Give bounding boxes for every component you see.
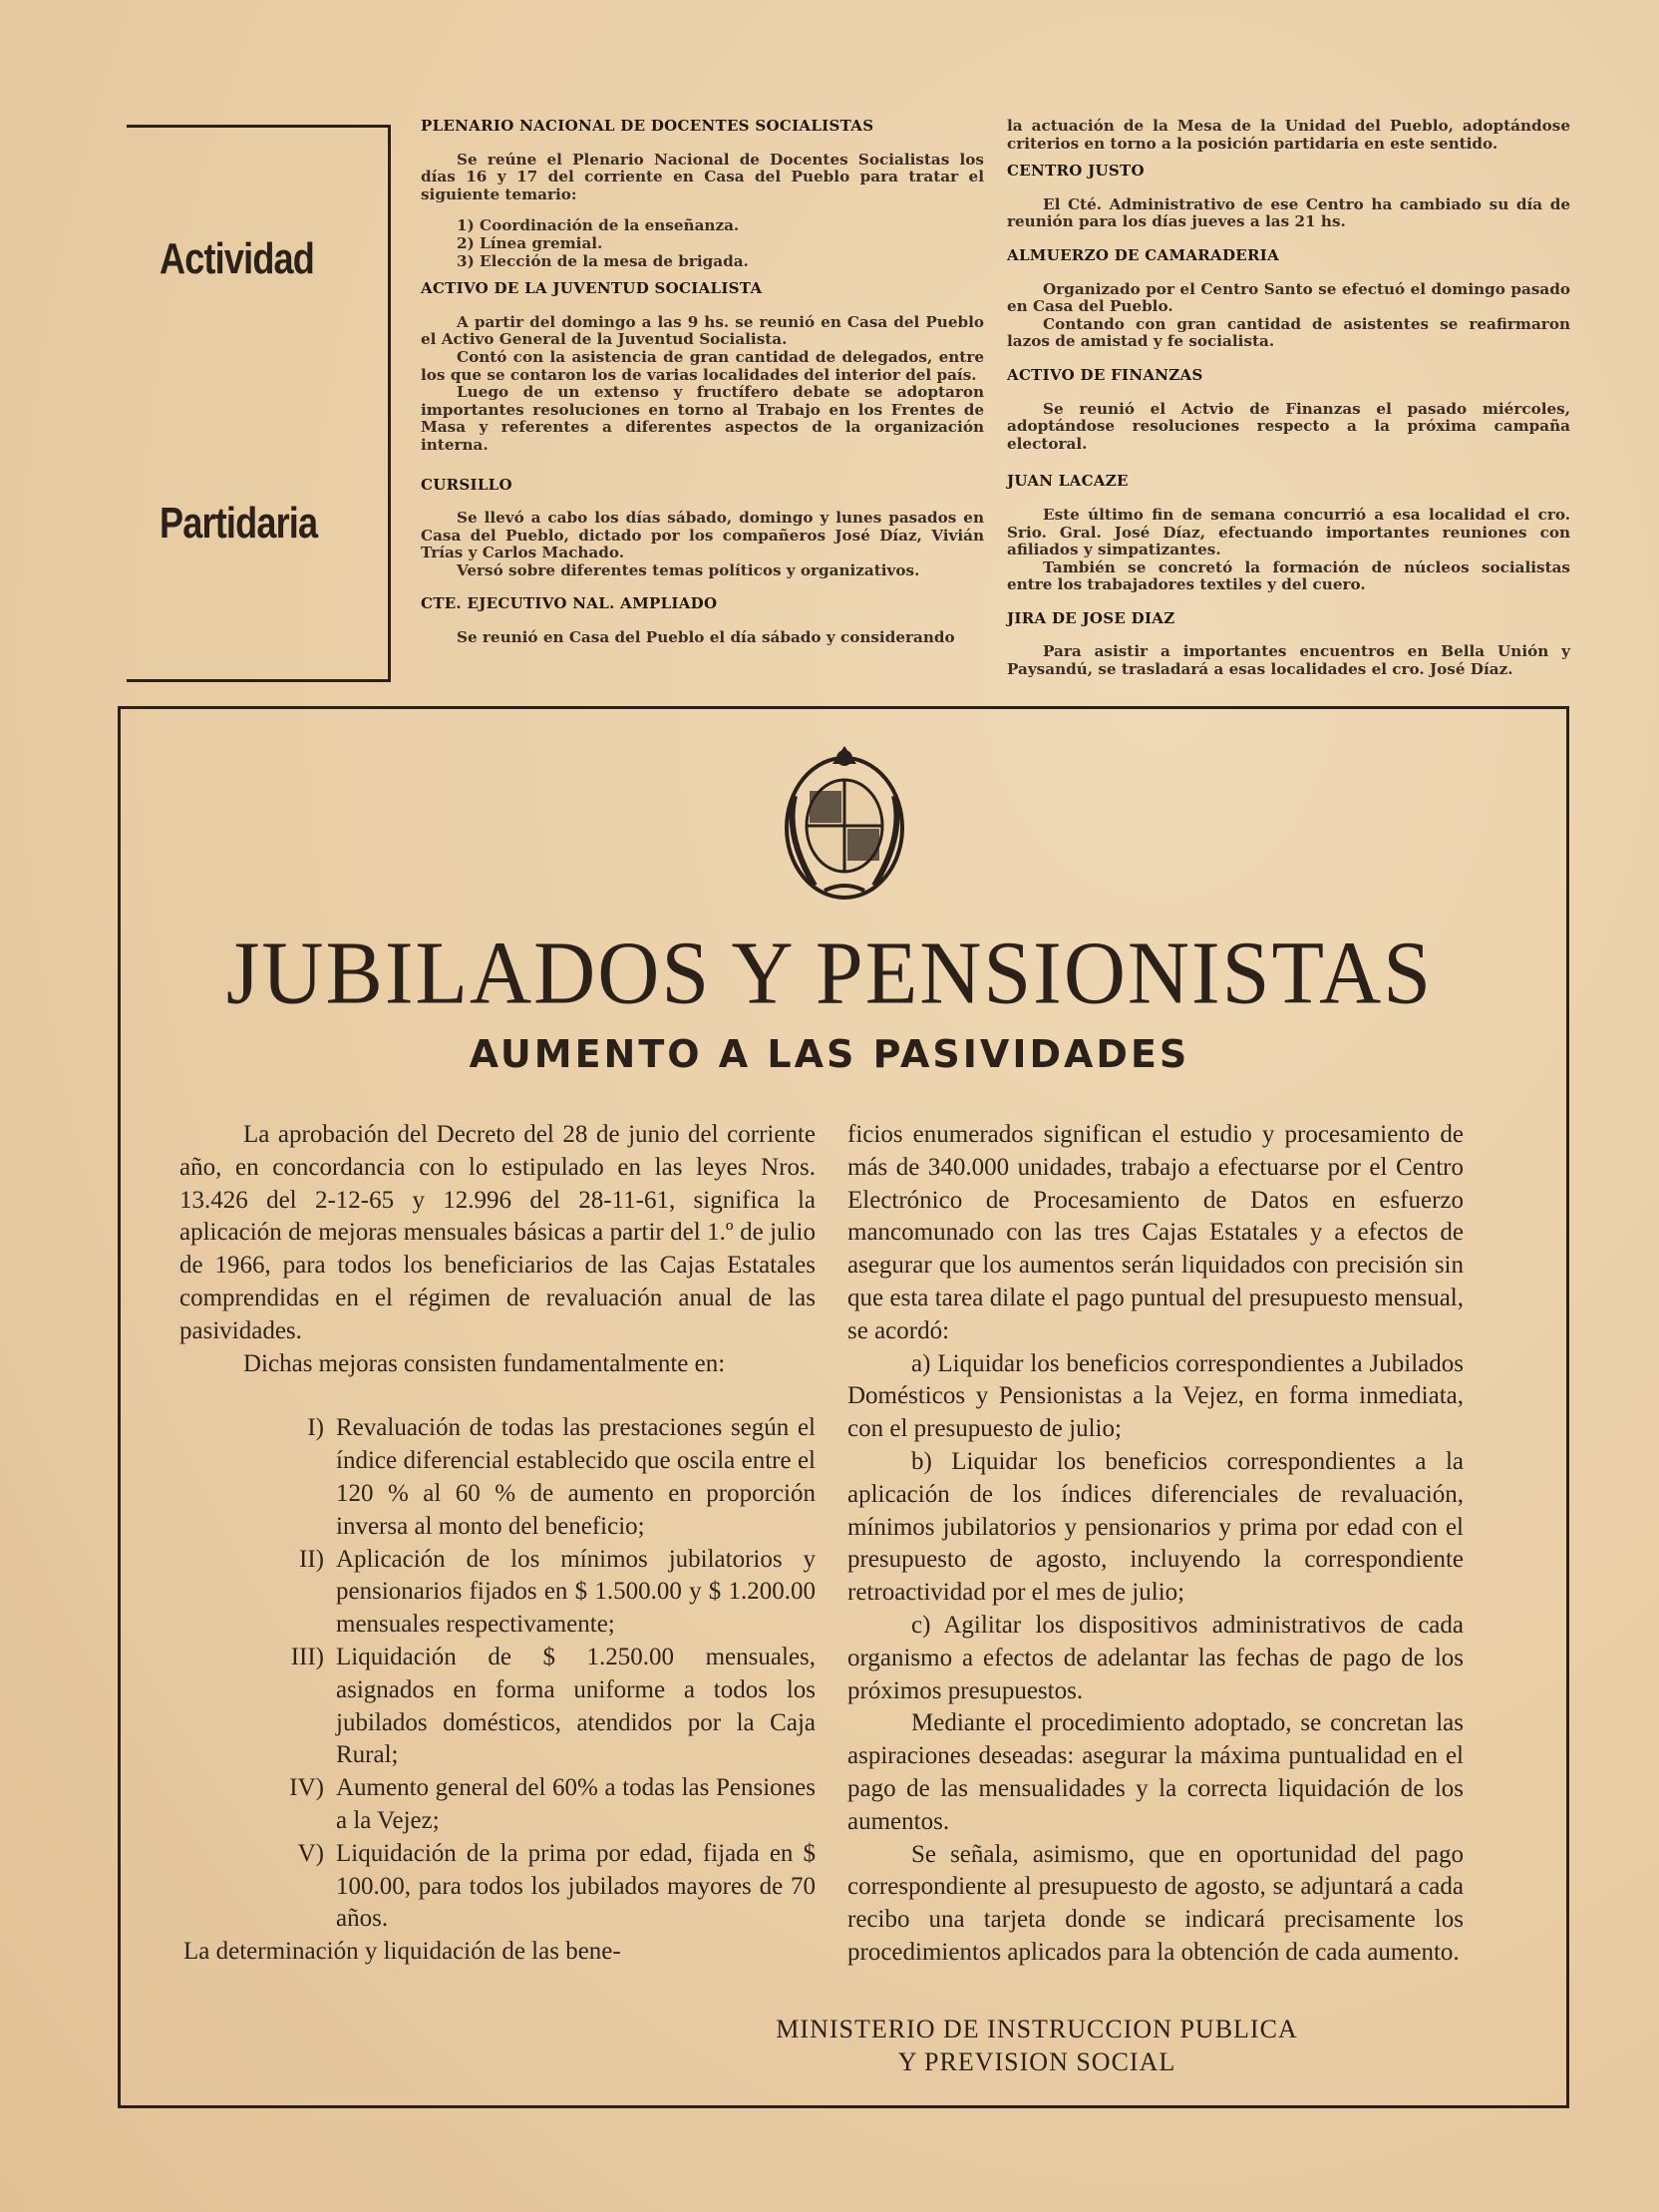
agenda-item: 1) Coordinación de la enseñanza. — [457, 216, 740, 235]
ad-body-right — [847, 1119, 1464, 1970]
item-number: II) — [299, 1545, 324, 1573]
agenda-list — [457, 217, 984, 270]
news-item-centro-justo — [1007, 163, 1570, 231]
news-item-plenario — [421, 118, 984, 270]
news-heading: CENTRO JUSTO — [1007, 162, 1145, 181]
news-item-cte-ejecutivo — [421, 595, 984, 646]
item-text: Aumento general del 60% a todas las Pensiones a la Vejez; — [336, 1774, 816, 1834]
ad-paragraph: La determinación y liquidación de las bene- — [183, 1938, 621, 1966]
coat-of-arms-icon — [780, 736, 909, 901]
news-paragraph: Se reúne el Plenario Nacional de Docentes Socialistas los días 16 y 17 del corriente en Casa del Pueblo para tratar el siguiente temario: — [421, 150, 984, 203]
news-paragraph: También se concretó la formación de núcleos socialistas entre los trabajadores textiles y del cuero. — [1007, 557, 1570, 594]
agenda-item: 2) Línea gremial. — [457, 233, 603, 252]
ad-title: JUBILADOS Y PENSIONISTAS — [225, 922, 1434, 1023]
news-paragraph: El Cté. Administrativo de ese Centro ha cambiado su día de reunión para los días jueves a las 21 hs. — [1007, 194, 1570, 231]
news-heading: ACTIVO DE FINANZAS — [1007, 365, 1203, 384]
item-text: Liquidación de $ 1.250.00 mensuales, asignados en forma uniforme a todos los jubilados domésticos, atendidos por la Caja Rural; — [336, 1643, 816, 1769]
news-item-finanzas — [1007, 367, 1570, 453]
section-title-actividad: Actividad — [160, 234, 315, 283]
section-title-partidaria: Partidaria — [160, 499, 318, 548]
ad-paragraph: b) Liquidar los beneficios correspondientes a la aplicación de los índices diferenciales de revaluación, mínimos jubilatorios y pensionarios y prima por edad con el presupuesto de agosto, incluyendo la correspondiente retroactividad por el mes de julio; — [847, 1447, 1464, 1607]
item-number: I) — [307, 1414, 324, 1442]
news-heading: JIRA DE JOSE DIAZ — [1007, 608, 1175, 627]
signature-line: Y PREVISION SOCIAL — [897, 2047, 1176, 2076]
ad-paragraph: Mediante el procedimiento adoptado, se concretan las aspiraciones deseadas: asegurar la máxima puntualidad en el pago de las mensualidades y la correcta liquidación de los aumentos. — [847, 1709, 1464, 1835]
ad-body-left — [179, 1119, 816, 1969]
news-paragraph: Versó sobre diferentes temas políticos y organizativos. — [457, 560, 920, 579]
news-paragraph: Contó con la asistencia de gran cantidad de delegados, entre los que se contaron los de varias localidades del interior del país. — [421, 347, 984, 384]
item-number: IV) — [289, 1774, 324, 1802]
news-heading: ALMUERZO DE CAMARADERIA — [1007, 245, 1280, 264]
item-text: Revaluación de todas las prestaciones según el índice diferencial establecido que oscila entre el 120 % al 60 % de aumento en proporción inversa al monto del beneficio; — [336, 1414, 816, 1540]
news-heading: CTE. EJECUTIVO NAL. AMPLIADO — [421, 594, 718, 613]
news-paragraph: Este último fin de semana concurrió a esa localidad el cro. Srio. Gral. José Díaz, efectuando importantes reuniones con afiliados y simpatizantes. — [1007, 505, 1570, 559]
news-paragraph: Para asistir a importantes encuentros en Bella Unión y Paysandú, se trasladará a esas localidades el cro. José Díaz. — [1007, 642, 1570, 679]
news-item-almuerzo — [1007, 247, 1570, 351]
news-paragraph: Se reunió el Actvio de Finanzas el pasado miércoles, adoptándose resoluciones respecto a la próxima campaña electoral. — [1007, 399, 1570, 453]
ad-paragraph: a) Liquidar los beneficios correspondientes a Jubilados Domésticos y Pensionistas a la Vejez, en forma inmediata, con el presupuesto de julio; — [847, 1349, 1464, 1443]
agenda-item: 3) Elección de la mesa de brigada. — [457, 251, 749, 270]
news-column-2 — [1007, 118, 1570, 679]
benefit-item — [179, 1544, 816, 1642]
item-text: Aplicación de los mínimos jubilatorios y pensionarios fijados en $ 1.500.00 y $ 1.200.00 mensuales respectivamente; — [336, 1545, 816, 1639]
ad-paragraph: Se señala, asimismo, que en oportunidad del pago correspondiente al presupuesto de agosto, se adjuntará a cada recibo una tarjeta donde se indicará precisamente los procedimientos aplicados para la obtención de cada aumento. — [847, 1840, 1464, 1966]
news-paragraph: Se llevó a cabo los días sábado, domingo y lunes pasados en Casa del Pueblo, dictado por los compañeros José Díaz, Vivián Trías y Carlos Machado. — [421, 509, 984, 562]
section-box — [127, 125, 391, 682]
item-number: V) — [297, 1839, 324, 1867]
news-heading: CURSILLO — [421, 475, 512, 494]
item-text: Liquidación de la prima por edad, fijada en $ 100.00, para todos los jubilados mayores de 70 años. — [336, 1839, 816, 1933]
ad-paragraph: La aprobación del Decreto del 28 de junio del corriente año, en concordancia con lo estipulado en las leyes Nros. 13.426 del 2-12-65 y 12.996 del 28-11-61, significa la aplicación de mejoras mensuales básicas a partir del 1.º de julio de 1966, para todos los beneficiarios de las Cajas Estatales comprendidas en el régimen de revaluación anual de las pasividades. — [179, 1121, 816, 1344]
benefit-item — [179, 1838, 816, 1936]
news-paragraph: Organizado por el Centro Santo se efectuó el domingo pasado en Casa del Pueblo. — [1007, 279, 1570, 316]
ad-paragraph: c) Agilitar los dispositivos administrativos de cada organismo a efectos de adelantar las fechas de pago de los próximos presupuestos. — [847, 1611, 1464, 1704]
news-item-cursillo — [421, 477, 984, 580]
news-heading: PLENARIO NACIONAL DE DOCENTES SOCIALISTAS — [421, 117, 874, 135]
news-heading: JUAN LACAZE — [1007, 472, 1129, 491]
news-continuation: la actuación de la Mesa de la Unidad del Pueblo, adoptándose criterios en torno a la posición partidaria en este sentido. — [1007, 117, 1570, 153]
ministry-signature — [698, 2013, 1376, 2078]
news-heading: ACTIVO DE LA JUVENTUD SOCIALISTA — [421, 279, 763, 298]
news-item-juventud — [421, 280, 984, 454]
benefit-item — [179, 1412, 816, 1543]
benefit-item — [179, 1772, 816, 1838]
ad-subtitle: AUMENTO A LAS PASIVIDADES — [469, 1032, 1190, 1076]
news-paragraph: Se reunió en Casa del Pueblo el día sábado y considerando — [457, 628, 955, 647]
news-item-juan-lacaze — [1007, 473, 1570, 594]
news-paragraph: A partir del domingo a las 9 hs. se reunió en Casa del Pueblo el Activo General de la Juventud Socialista. — [421, 312, 984, 349]
news-column-1 — [421, 118, 984, 647]
signature-line: MINISTERIO DE INSTRUCCION PUBLICA — [776, 2015, 1298, 2043]
benefit-item — [179, 1642, 816, 1772]
ad-paragraph: Dichas mejoras consisten fundamentalmente en: — [243, 1349, 726, 1377]
ad-paragraph: ficios enumerados significan el estudio y procesamiento de más de 340.000 unidades, trabajo a efectuarse por el Centro Electrónico de Procesamiento de Datos en esfuerzo mancomunado con las tres Cajas Estatales y a efectos de asegurar que los aumentos serán liquidados con precisión sin que esta tarea dilate el pago puntual del presupuesto mensual, se acordó: — [847, 1121, 1464, 1344]
news-paragraph: Contando con gran cantidad de asistentes se reafirmaron lazos de amistad y fe socialista. — [1007, 314, 1570, 351]
news-item-jira — [1007, 610, 1570, 679]
item-number: III) — [290, 1643, 324, 1670]
news-paragraph: Luego de un extenso y fructífero debate se adoptaron importantes resoluciones en torno al Trabajo en los Frentes de Masa y referentes a diferentes aspectos de la organización interna. — [421, 383, 984, 454]
